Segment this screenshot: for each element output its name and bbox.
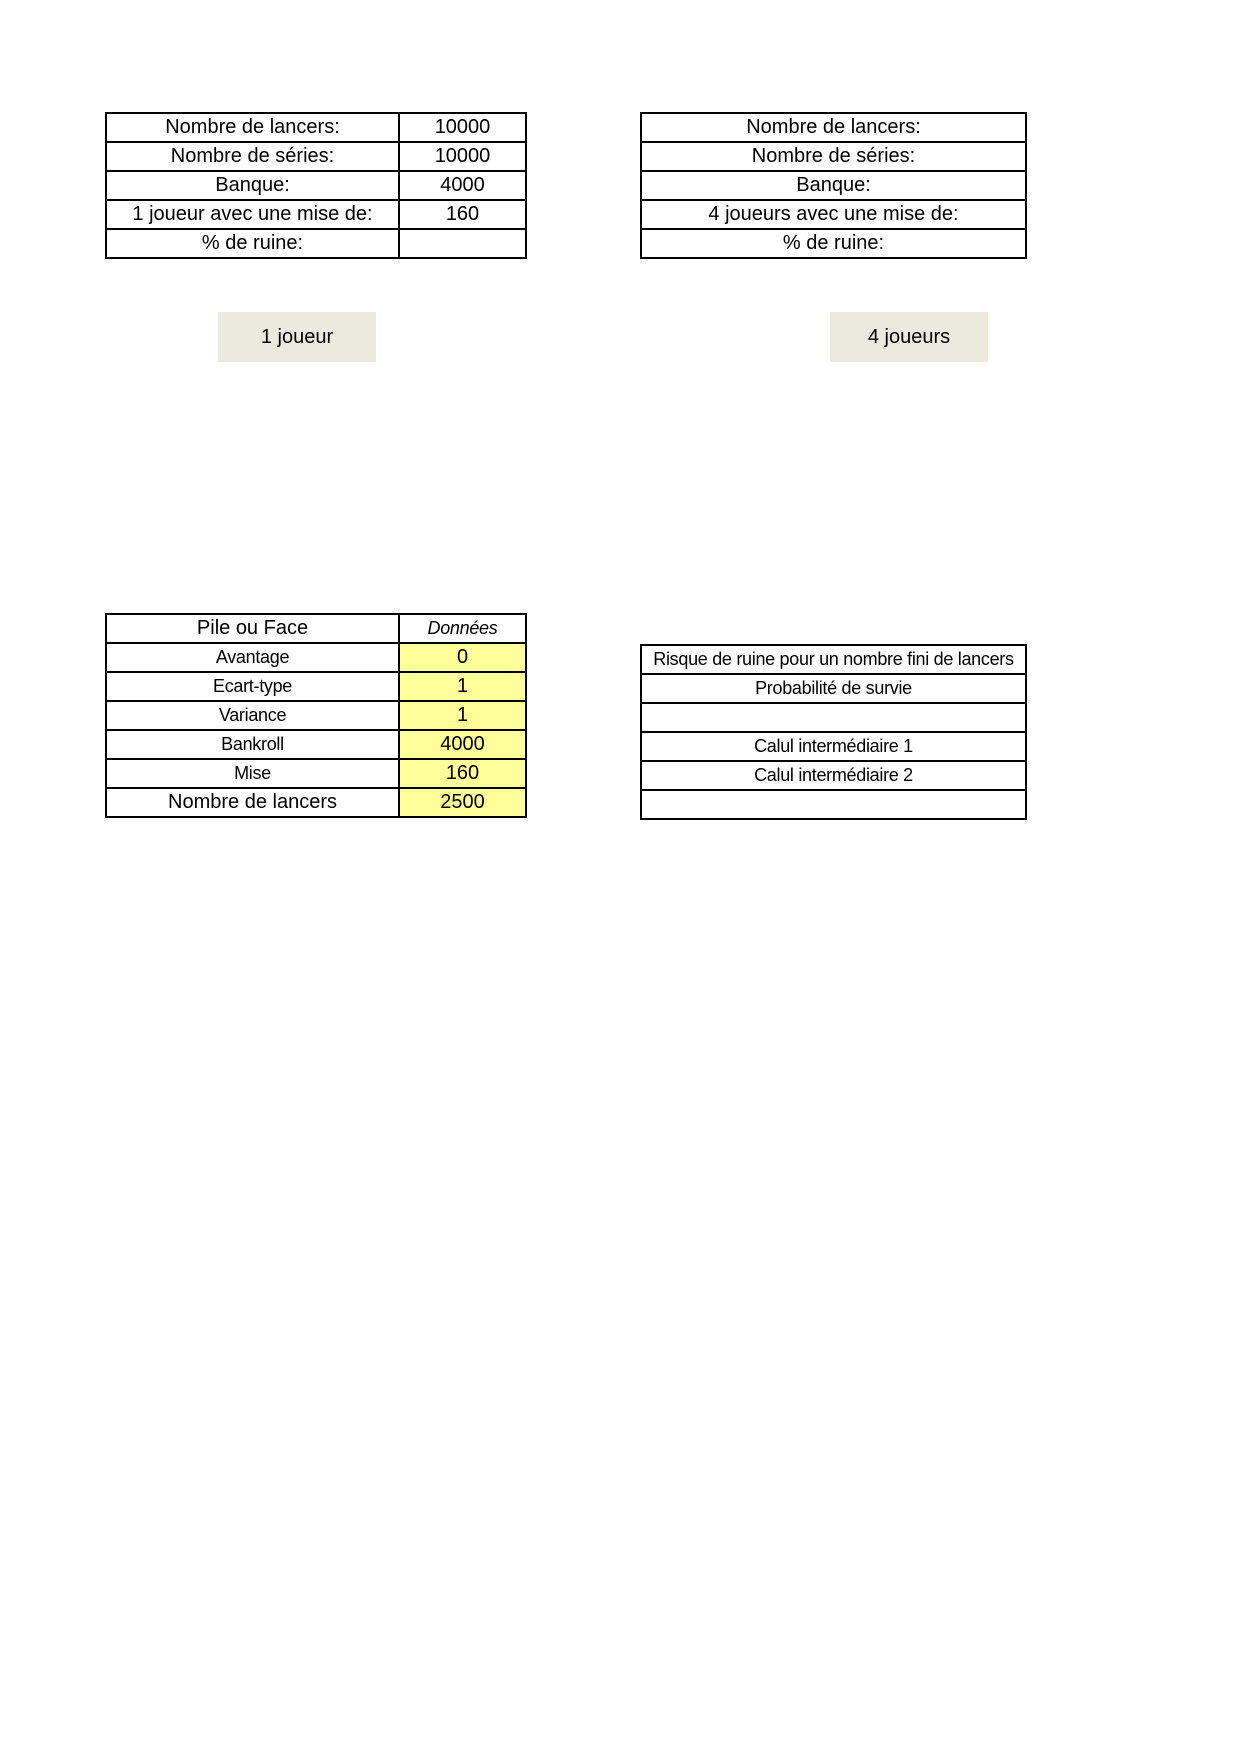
risk-cell[interactable] [641, 790, 1026, 819]
label-cell: Avantage [106, 643, 399, 672]
label-cell[interactable]: % de ruine: [641, 229, 1026, 258]
table-row [106, 113, 526, 142]
table-row [641, 732, 1026, 761]
four-players-button[interactable]: 4 joueurs [830, 312, 988, 362]
input-cell[interactable]: 1 [399, 672, 526, 701]
label-cell: Mise [106, 759, 399, 788]
input-cell[interactable]: 160 [399, 759, 526, 788]
value-cell[interactable]: 4000 [399, 171, 526, 200]
label-cell: 1 joueur avec une mise de: [106, 200, 399, 229]
table-row [106, 142, 526, 171]
table-row [641, 645, 1026, 674]
table-row [106, 171, 526, 200]
label-cell[interactable]: Nombre de séries: [641, 142, 1026, 171]
table-row [106, 759, 526, 788]
label-cell[interactable]: Banque: [641, 171, 1026, 200]
label-cell: % de ruine: [106, 229, 399, 258]
input-cell[interactable]: 1 [399, 701, 526, 730]
value-cell[interactable]: 10000 [399, 113, 526, 142]
risk-cell[interactable]: Calul intermédiaire 2 [641, 761, 1026, 790]
table-row [641, 761, 1026, 790]
table-row [106, 643, 526, 672]
risk-cell[interactable]: Risque de ruine pour un nombre fini de lancers [641, 645, 1026, 674]
table-row [641, 703, 1026, 732]
header-value-cell: Données [399, 614, 526, 643]
label-cell[interactable]: 4 joueurs avec une mise de: [641, 200, 1026, 229]
risk-of-ruin-table [640, 644, 1027, 820]
header-label-cell: Pile ou Face [106, 614, 399, 643]
label-cell[interactable]: Nombre de lancers: [641, 113, 1026, 142]
value-cell[interactable]: 160 [399, 200, 526, 229]
label-cell: Bankroll [106, 730, 399, 759]
label-cell: Ecart-type [106, 672, 399, 701]
table-row [641, 790, 1026, 819]
input-cell[interactable]: 0 [399, 643, 526, 672]
input-cell[interactable]: 2500 [399, 788, 526, 817]
simulation-1-table [105, 112, 527, 259]
risk-cell[interactable]: Calul intermédiaire 1 [641, 732, 1026, 761]
table-row [106, 730, 526, 759]
label-cell: Nombre de séries: [106, 142, 399, 171]
table-row [641, 674, 1026, 703]
simulation-4-table [640, 112, 1027, 259]
table-header-row [106, 614, 526, 643]
table-row [106, 788, 526, 817]
table-row [106, 672, 526, 701]
pile-ou-face-table [105, 613, 527, 818]
input-cell[interactable]: 4000 [399, 730, 526, 759]
label-cell: Nombre de lancers: [106, 113, 399, 142]
label-cell: Variance [106, 701, 399, 730]
table-row [641, 113, 1026, 142]
table-row [641, 200, 1026, 229]
table-row [106, 200, 526, 229]
value-cell[interactable] [399, 229, 526, 258]
table-row [106, 701, 526, 730]
table-row [641, 229, 1026, 258]
label-cell: Banque: [106, 171, 399, 200]
one-player-button[interactable]: 1 joueur [218, 312, 376, 362]
table-row [641, 142, 1026, 171]
value-cell[interactable]: 10000 [399, 142, 526, 171]
risk-cell[interactable]: Probabilité de survie [641, 674, 1026, 703]
table-row [106, 229, 526, 258]
table-row [641, 171, 1026, 200]
risk-cell[interactable] [641, 703, 1026, 732]
label-cell: Nombre de lancers [106, 788, 399, 817]
